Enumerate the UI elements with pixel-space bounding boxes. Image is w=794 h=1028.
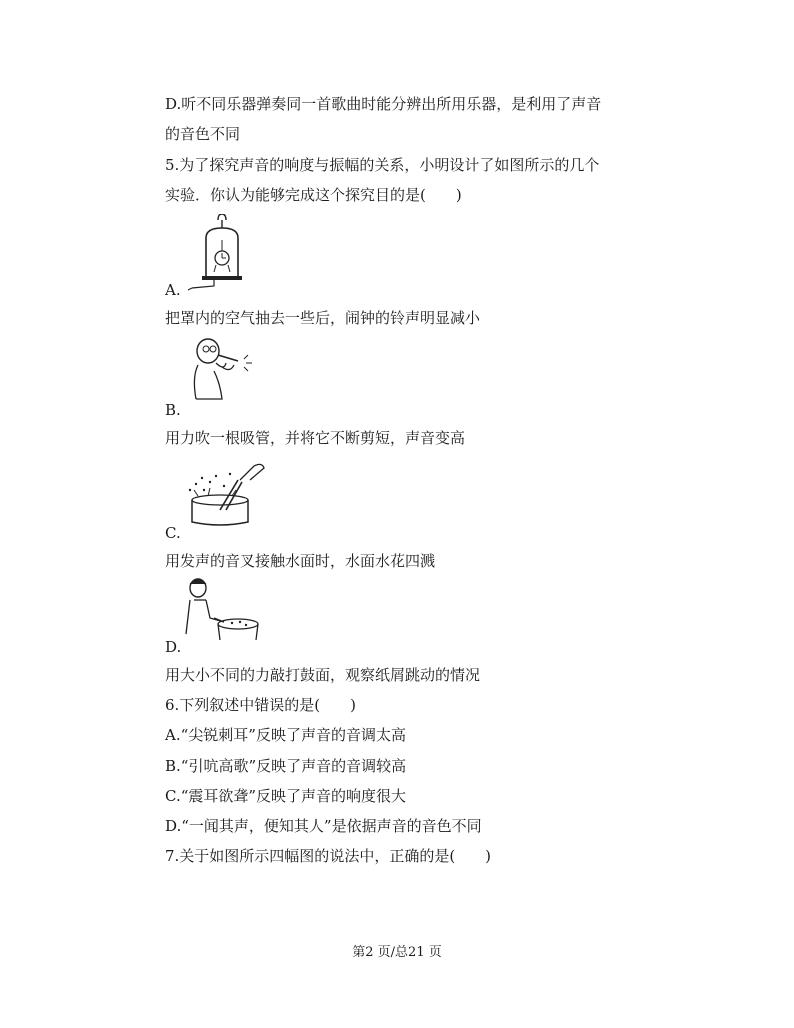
question-6-option-c: C.“震耳欲聋”反映了声音的响度很大 bbox=[165, 787, 407, 805]
question-6-option-b: B.“引吭高歌”反映了声音的音调较高 bbox=[165, 757, 407, 775]
question-5-line-1: 5.为了探究声音的响度与振幅的关系，小明设计了如图所示的几个 bbox=[165, 156, 600, 174]
option-d-label: D. bbox=[165, 638, 182, 656]
question-7: 7.关于如图所示四幅图的说法中，正确的是( ) bbox=[165, 847, 492, 865]
option-c-label: C. bbox=[165, 524, 181, 542]
question-6-option-d: D.“一闻其声，便知其人”是依据声音的音色不同 bbox=[165, 817, 482, 835]
straw-blowing-figure bbox=[186, 337, 262, 407]
option-d-line-2: 的音色不同 bbox=[165, 125, 241, 143]
option-a-label: A. bbox=[165, 281, 181, 299]
option-d-text: 用大小不同的力敲打鼓面，观察纸屑跳动的情况 bbox=[165, 666, 481, 684]
option-b-text: 用力吹一根吸管，并将它不断剪短，声音变高 bbox=[165, 429, 466, 447]
option-a-text: 把罩内的空气抽去一些后，闹钟的铃声明显减小 bbox=[165, 309, 481, 327]
question-6-option-a: A.“尖锐刺耳”反映了声音的音调太高 bbox=[165, 726, 406, 744]
option-d-line-1: D.听不同乐器弹奏同一首歌曲时能分辨出所用乐器，是利用了声音 bbox=[165, 95, 602, 113]
drum-figure bbox=[184, 578, 262, 642]
option-c-text: 用发声的音叉接触水面时，水面水花四溅 bbox=[165, 552, 436, 570]
option-b-label: B. bbox=[165, 401, 181, 419]
question-5-line-2: 实验．你认为能够完成这个探究目的是( ) bbox=[165, 186, 462, 204]
bell-jar-figure bbox=[188, 214, 258, 294]
page-number: 第2 页/总21 页 bbox=[352, 945, 442, 960]
tuning-fork-water-figure bbox=[180, 460, 270, 528]
question-6: 6.下列叙述中错误的是( ) bbox=[165, 696, 357, 714]
